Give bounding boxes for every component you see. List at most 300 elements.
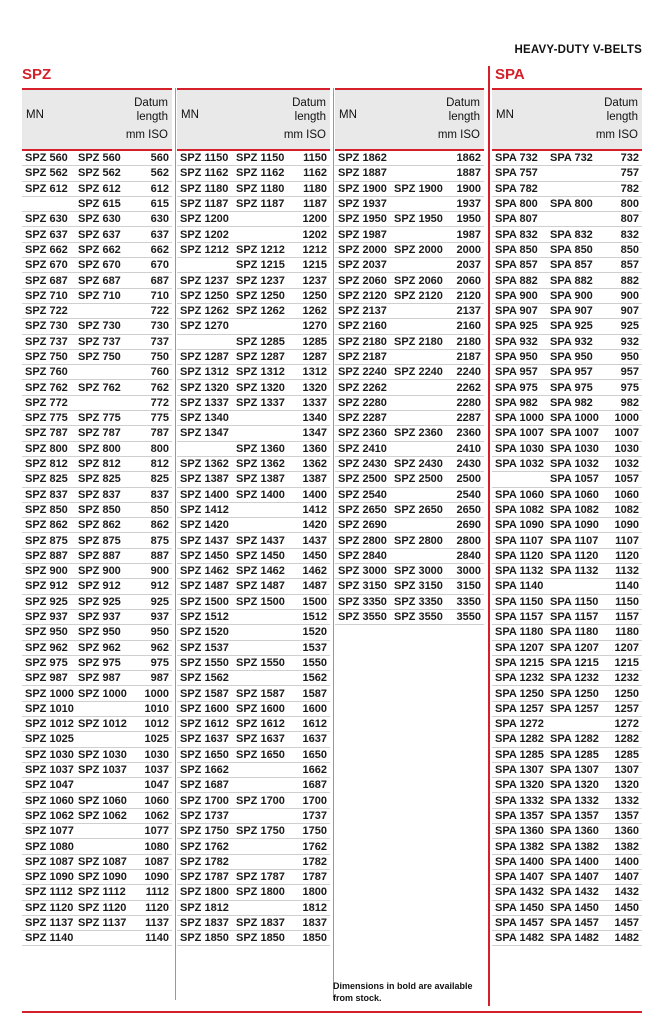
table-row <box>177 686 330 701</box>
table-row <box>22 426 172 441</box>
stock-code-cell: SPZ 562 <box>78 167 121 180</box>
datum-length-cell: 1450 <box>614 901 639 914</box>
belt-code-cell: SPA 975 <box>495 381 538 394</box>
belt-code-cell: SPA 925 <box>495 320 538 333</box>
belt-code-cell: SPZ 2540 <box>338 488 387 501</box>
datum-length-cell: 1107 <box>615 534 639 547</box>
table-row <box>492 396 642 411</box>
datum-length-cell: 615 <box>150 198 169 211</box>
belt-code-cell: SPA 757 <box>495 167 538 180</box>
stock-code-cell: SPZ 1090 <box>78 871 127 884</box>
datum-length-cell: 3550 <box>456 611 481 624</box>
stock-code-cell: SPZ 1612 <box>236 718 285 731</box>
belt-code-cell: SPZ 687 <box>25 274 68 287</box>
belt-code-cell: SPZ 1202 <box>180 228 229 241</box>
datum-length-cell: 630 <box>150 213 169 226</box>
stock-code-cell: SPZ 1637 <box>236 733 285 746</box>
stock-code-cell: SPA 857 <box>550 259 593 272</box>
datum-length-cell: 1662 <box>302 764 327 777</box>
table-row <box>492 442 642 457</box>
belt-code-cell: SPA 1180 <box>495 626 544 639</box>
stock-code-cell: SPZ 987 <box>78 672 121 685</box>
table-row <box>492 855 642 870</box>
stock-code-cell: SPA 1157 <box>550 611 599 624</box>
datum-length-cell: 710 <box>150 289 169 302</box>
table-row <box>177 793 330 808</box>
table-row <box>335 472 484 487</box>
stock-code-cell: SPZ 1337 <box>236 396 285 409</box>
belt-code-cell: SPZ 2160 <box>338 320 387 333</box>
datum-length-cell: 2160 <box>456 320 481 333</box>
stock-code-cell: SPZ 1137 <box>78 916 127 929</box>
datum-length-cell: 1060 <box>144 794 169 807</box>
belt-code-cell: SPA 832 <box>495 228 538 241</box>
table-row <box>22 778 172 793</box>
belt-code-cell: SPZ 1650 <box>180 748 229 761</box>
table-row <box>22 732 172 747</box>
datum-length-cell: 1812 <box>302 901 327 914</box>
belt-code-cell: SPZ 1520 <box>180 626 229 639</box>
table-row <box>22 411 172 426</box>
datum-length-cell: 637 <box>150 228 169 241</box>
datum-length-cell: 3350 <box>456 595 481 608</box>
datum-length-cell: 1077 <box>144 825 169 838</box>
table-row <box>335 549 484 564</box>
table-row <box>492 503 642 518</box>
table-row <box>22 335 172 350</box>
belt-code-cell: SPZ 1037 <box>25 764 74 777</box>
stock-code-cell: SPZ 630 <box>78 213 121 226</box>
belt-code-cell: SPZ 772 <box>25 396 68 409</box>
datum-length-cell: 2187 <box>456 351 481 363</box>
belt-code-cell: SPZ 2840 <box>338 549 387 562</box>
spz-table-column-2 <box>177 88 330 946</box>
belt-code-cell: SPZ 937 <box>25 611 68 624</box>
stock-code-cell: SPZ 2430 <box>394 458 443 471</box>
datum-length-cell: 1057 <box>614 473 639 486</box>
table-row <box>492 151 642 166</box>
stock-code-cell: SPZ 3150 <box>394 580 443 593</box>
spz-table-column-3 <box>335 88 484 625</box>
table-row <box>492 549 642 564</box>
table-row <box>177 197 330 212</box>
datum-length-cell: 1025 <box>144 733 169 746</box>
table-row <box>177 396 330 411</box>
datum-length-cell: 800 <box>620 198 639 211</box>
table-row <box>22 304 172 319</box>
belt-code-cell: SPZ 3350 <box>338 595 387 608</box>
belt-code-cell: SPZ 1400 <box>180 488 229 501</box>
datum-length-cell: 1270 <box>302 320 327 333</box>
header-unit: mm ISO <box>283 129 326 141</box>
stock-code-cell: SPZ 3550 <box>394 611 443 624</box>
datum-length-cell: 925 <box>150 595 169 608</box>
belt-code-cell: SPZ 3000 <box>338 565 387 578</box>
belt-code-cell: SPA 1030 <box>495 442 544 455</box>
datum-length-cell: 562 <box>150 167 169 180</box>
datum-length-cell: 825 <box>150 473 169 486</box>
table-row <box>22 901 172 916</box>
stock-code-cell: SPA 850 <box>550 243 593 256</box>
datum-length-cell: 1462 <box>302 565 327 578</box>
datum-length-cell: 1090 <box>144 871 169 884</box>
table-row <box>22 518 172 533</box>
datum-length-cell: 1450 <box>302 549 327 562</box>
stock-code-cell: SPZ 1500 <box>236 595 285 608</box>
stock-code-cell: SPA 1450 <box>550 901 599 914</box>
stock-code-cell: SPZ 1900 <box>394 182 443 195</box>
table-row <box>22 289 172 304</box>
stock-code-cell: SPA 1082 <box>550 503 599 516</box>
table-row <box>177 350 330 365</box>
table-row <box>22 824 172 839</box>
belt-code-cell: SPZ 1487 <box>180 580 229 593</box>
belt-code-cell: SPZ 2037 <box>338 259 387 272</box>
belt-code-cell: SPZ 1787 <box>180 871 229 884</box>
stock-code-cell: SPA 1250 <box>550 687 599 700</box>
stock-code-cell: SPA 1215 <box>550 656 599 669</box>
header-datum: Datum <box>604 97 638 109</box>
belt-code-cell: SPA 1150 <box>495 595 544 608</box>
stock-code-cell: SPZ 2360 <box>394 427 443 440</box>
datum-length-cell: 1202 <box>302 228 327 241</box>
table-row <box>177 931 330 946</box>
belt-code-cell: SPZ 1450 <box>180 549 229 562</box>
stock-code-cell: SPA 1357 <box>550 809 599 822</box>
stock-code-cell: SPA 1090 <box>550 519 599 532</box>
datum-length-cell: 1360 <box>614 825 639 838</box>
stock-code-cell: SPZ 800 <box>78 442 121 455</box>
stock-code-cell: SPZ 1787 <box>236 871 285 884</box>
belt-code-cell: SPA 782 <box>495 182 538 195</box>
stock-code-cell: SPZ 1180 <box>236 182 285 195</box>
stock-code-cell: SPZ 1237 <box>236 274 285 287</box>
table-row <box>335 319 484 334</box>
table-row <box>492 319 642 334</box>
spa-table-column <box>492 88 642 946</box>
table-row <box>177 595 330 610</box>
belt-code-cell: SPA 1432 <box>495 886 544 899</box>
stock-code-cell: SPA 832 <box>550 228 593 241</box>
stock-code-cell: SPA 925 <box>550 320 593 333</box>
stock-code-cell: SPZ 737 <box>78 335 121 348</box>
belt-code-cell: SPA 800 <box>495 198 538 211</box>
belt-code-cell: SPZ 1000 <box>25 687 74 700</box>
header-unit: mm ISO <box>125 129 168 141</box>
datum-length-cell: 1487 <box>302 580 327 593</box>
datum-length-cell: 1600 <box>302 702 327 715</box>
belt-code-cell: SPZ 1737 <box>180 809 229 822</box>
belt-code-cell: SPZ 1862 <box>338 152 387 165</box>
table-row <box>22 472 172 487</box>
table-row <box>22 793 172 808</box>
stock-code-cell: SPZ 1600 <box>236 702 285 715</box>
stock-code-cell: SPA 932 <box>550 335 593 348</box>
stock-code-cell: SPZ 710 <box>78 289 121 302</box>
section-title-spa: SPA <box>495 66 525 83</box>
table-row <box>492 686 642 701</box>
stock-code-cell: SPZ 1215 <box>236 259 285 272</box>
table-row <box>335 335 484 350</box>
belt-code-cell: SPA 957 <box>495 366 538 379</box>
table-row <box>22 702 172 717</box>
stock-code-cell: SPZ 2650 <box>394 503 443 516</box>
stock-code-cell: SPA 1107 <box>550 534 599 547</box>
belt-code-cell: SPZ 1060 <box>25 794 74 807</box>
belt-code-cell: SPA 1400 <box>495 855 544 868</box>
belt-code-cell: SPZ 1500 <box>180 595 229 608</box>
belt-code-cell: SPZ 637 <box>25 228 68 241</box>
table-row <box>177 549 330 564</box>
stock-code-cell: SPZ 875 <box>78 534 121 547</box>
table-row <box>177 901 330 916</box>
stock-code-cell: SPA 1030 <box>550 442 599 455</box>
header-mn: MN <box>26 109 44 121</box>
stock-code-cell: SPZ 730 <box>78 320 121 333</box>
stock-code-cell: SPA 1285 <box>550 748 599 761</box>
belt-code-cell: SPZ 750 <box>25 351 68 363</box>
belt-code-cell: SPZ 800 <box>25 442 68 455</box>
belt-code-cell: SPZ 837 <box>25 488 68 501</box>
belt-code-cell: SPZ 1662 <box>180 764 229 777</box>
table-row <box>335 227 484 242</box>
table-row <box>335 396 484 411</box>
stock-code-cell: SPZ 1037 <box>78 764 127 777</box>
belt-code-cell: SPZ 1262 <box>180 305 229 318</box>
stock-code-cell: SPZ 1750 <box>236 825 285 838</box>
table-row <box>335 595 484 610</box>
belt-code-cell: SPZ 1237 <box>180 274 229 287</box>
table-row <box>22 396 172 411</box>
header-unit: mm ISO <box>595 129 638 141</box>
table-row <box>22 273 172 288</box>
table-row <box>335 610 484 625</box>
stock-code-cell: SPZ 775 <box>78 412 121 425</box>
belt-code-cell: SPA 850 <box>495 243 538 256</box>
datum-length-cell: 1550 <box>302 656 327 669</box>
stock-code-cell: SPZ 670 <box>78 259 121 272</box>
datum-length-cell: 850 <box>150 503 169 516</box>
belt-code-cell: SPZ 3150 <box>338 580 387 593</box>
datum-length-cell: 1337 <box>302 396 327 409</box>
belt-code-cell: SPZ 2430 <box>338 458 387 471</box>
stock-code-cell: SPZ 1387 <box>236 473 285 486</box>
datum-length-cell: 1010 <box>144 702 169 715</box>
belt-code-cell: SPZ 1687 <box>180 779 229 792</box>
datum-length-cell: 1537 <box>302 641 327 654</box>
table-row <box>492 533 642 548</box>
belt-code-cell: SPZ 1900 <box>338 182 387 195</box>
stock-code-cell: SPZ 2240 <box>394 366 443 379</box>
datum-length-cell: 1132 <box>615 565 639 578</box>
datum-length-cell: 1207 <box>614 641 639 654</box>
belt-code-cell: SPZ 887 <box>25 549 68 562</box>
table-row <box>22 166 172 181</box>
belt-code-cell: SPZ 1087 <box>25 855 74 868</box>
datum-length-cell: 1212 <box>302 243 327 256</box>
table-row <box>177 610 330 625</box>
header-length: length <box>606 111 638 123</box>
datum-length-cell: 1140 <box>615 580 639 593</box>
belt-code-cell: SPZ 1800 <box>180 886 229 899</box>
belt-code-cell: SPZ 925 <box>25 595 68 608</box>
table-row <box>22 380 172 395</box>
belt-code-cell: SPZ 2800 <box>338 534 387 547</box>
belt-code-cell: SPZ 1937 <box>338 198 387 211</box>
datum-length-cell: 1285 <box>614 748 639 761</box>
datum-length-cell: 2430 <box>456 458 481 471</box>
table-row <box>177 916 330 931</box>
belt-code-cell: SPZ 862 <box>25 519 68 532</box>
belt-code-cell: SPZ 1200 <box>180 213 229 226</box>
belt-code-cell: SPZ 562 <box>25 167 68 180</box>
stock-code-cell: SPZ 1262 <box>236 305 285 318</box>
belt-code-cell: SPZ 1812 <box>180 901 229 914</box>
belt-code-cell: SPZ 1270 <box>180 320 229 333</box>
datum-length-cell: 1387 <box>302 473 327 486</box>
datum-length-cell: 1862 <box>456 152 481 165</box>
belt-code-cell: SPZ 737 <box>25 335 68 348</box>
table-row <box>177 656 330 671</box>
stock-code-cell: SPA 800 <box>550 198 593 211</box>
datum-length-cell: 2287 <box>456 412 481 425</box>
datum-length-cell: 1215 <box>614 656 639 669</box>
belt-code-cell: SPZ 762 <box>25 381 68 394</box>
table-row <box>22 503 172 518</box>
stock-code-cell: SPZ 900 <box>78 565 121 578</box>
belt-code-cell: SPZ 1162 <box>180 167 229 180</box>
belt-code-cell: SPZ 560 <box>25 152 68 165</box>
table-row <box>22 243 172 258</box>
stock-code-cell: SPZ 950 <box>78 626 121 639</box>
belt-code-cell: SPZ 1362 <box>180 458 229 471</box>
belt-code-cell: SPZ 1080 <box>25 840 74 853</box>
datum-length-cell: 1340 <box>302 412 327 425</box>
table-row <box>492 579 642 594</box>
stock-code-cell: SPA 907 <box>550 305 593 318</box>
table-row <box>335 197 484 212</box>
datum-length-cell: 750 <box>150 351 169 363</box>
belt-code-cell: SPZ 962 <box>25 641 68 654</box>
stock-code-cell: SPZ 1362 <box>236 458 285 471</box>
table-row <box>177 855 330 870</box>
table-row <box>335 151 484 166</box>
stock-code-cell: SPZ 1285 <box>236 335 285 348</box>
belt-code-cell: SPZ 1120 <box>25 901 74 914</box>
stock-code-cell: SPZ 3350 <box>394 595 443 608</box>
belt-code-cell: SPA 982 <box>495 396 538 409</box>
table-row <box>335 488 484 503</box>
datum-length-cell: 1287 <box>302 351 327 363</box>
stock-code-cell: SPZ 975 <box>78 656 121 669</box>
table-row <box>335 457 484 472</box>
belt-code-cell: SPZ 1337 <box>180 396 229 409</box>
table-row <box>492 304 642 319</box>
table-row <box>22 595 172 610</box>
table-row <box>22 717 172 732</box>
belt-code-cell: SPZ 2500 <box>338 473 387 486</box>
table-row <box>335 411 484 426</box>
belt-code-cell: SPA 1450 <box>495 901 544 914</box>
datum-length-cell: 2500 <box>456 473 481 486</box>
page-title: HEAVY-DUTY V-BELTS <box>514 44 642 56</box>
belt-code-cell: SPZ 2000 <box>338 243 387 256</box>
datum-length-cell: 882 <box>620 274 639 287</box>
table-row <box>492 717 642 732</box>
belt-code-cell: SPZ 1750 <box>180 825 229 838</box>
stock-code-cell: SPZ 812 <box>78 458 121 471</box>
stock-code-cell: SPZ 1112 <box>78 886 126 899</box>
stock-code-cell: SPZ 2060 <box>394 274 443 287</box>
belt-code-cell: SPZ 775 <box>25 412 68 425</box>
datum-length-cell: 2060 <box>456 274 481 287</box>
table-row <box>177 243 330 258</box>
table-header <box>177 88 330 149</box>
belt-code-cell: SPA 807 <box>495 213 538 226</box>
belt-code-cell: SPA 1007 <box>495 427 544 440</box>
stock-code-cell: SPZ 937 <box>78 611 121 624</box>
belt-code-cell: SPZ 875 <box>25 534 68 547</box>
table-row <box>492 365 642 380</box>
datum-length-cell: 1140 <box>145 932 169 945</box>
datum-length-cell: 912 <box>150 580 169 593</box>
datum-length-cell: 687 <box>150 274 169 287</box>
datum-length-cell: 1087 <box>144 855 169 868</box>
datum-length-cell: 662 <box>150 243 169 256</box>
datum-length-cell: 1762 <box>302 840 327 853</box>
stock-code-cell: SPZ 560 <box>78 152 121 165</box>
belt-code-cell: SPZ 1320 <box>180 381 229 394</box>
belt-code-cell: SPZ 1077 <box>25 825 74 838</box>
datum-length-cell: 2037 <box>456 259 481 272</box>
table-row <box>335 166 484 181</box>
datum-length-cell: 1987 <box>456 228 481 241</box>
stock-code-cell: SPZ 1150 <box>236 152 285 165</box>
table-row <box>492 243 642 258</box>
belt-code-cell: SPA 1140 <box>495 580 544 593</box>
table-row <box>492 809 642 824</box>
datum-length-cell: 1457 <box>614 916 639 929</box>
stock-code-cell: SPZ 1212 <box>236 243 285 256</box>
table-row <box>492 426 642 441</box>
table-row <box>177 885 330 900</box>
belt-code-cell: SPZ 1837 <box>180 916 229 929</box>
header-datum: Datum <box>446 97 480 109</box>
stock-code-cell: SPA 975 <box>550 381 593 394</box>
stock-code-cell: SPZ 662 <box>78 243 121 256</box>
belt-code-cell: SPZ 1537 <box>180 641 229 654</box>
belt-code-cell: SPZ 1700 <box>180 794 229 807</box>
table-row <box>492 748 642 763</box>
table-row <box>22 641 172 656</box>
column-divider <box>333 88 334 1000</box>
belt-code-cell: SPZ 987 <box>25 672 68 685</box>
datum-length-cell: 760 <box>150 366 169 379</box>
table-row <box>22 319 172 334</box>
stock-code-cell: SPZ 1320 <box>236 381 285 394</box>
stock-code-cell: SPZ 850 <box>78 503 121 516</box>
table-row <box>492 273 642 288</box>
table-row <box>492 166 642 181</box>
belt-code-cell: SPZ 1782 <box>180 855 229 868</box>
datum-length-cell: 1187 <box>303 198 327 211</box>
stock-code-cell: SPZ 1587 <box>236 687 285 700</box>
table-row <box>177 702 330 717</box>
datum-length-cell: 925 <box>620 320 639 333</box>
stock-code-cell: SPZ 1062 <box>78 809 127 822</box>
table-row <box>492 885 642 900</box>
datum-length-cell: 1347 <box>302 427 327 440</box>
